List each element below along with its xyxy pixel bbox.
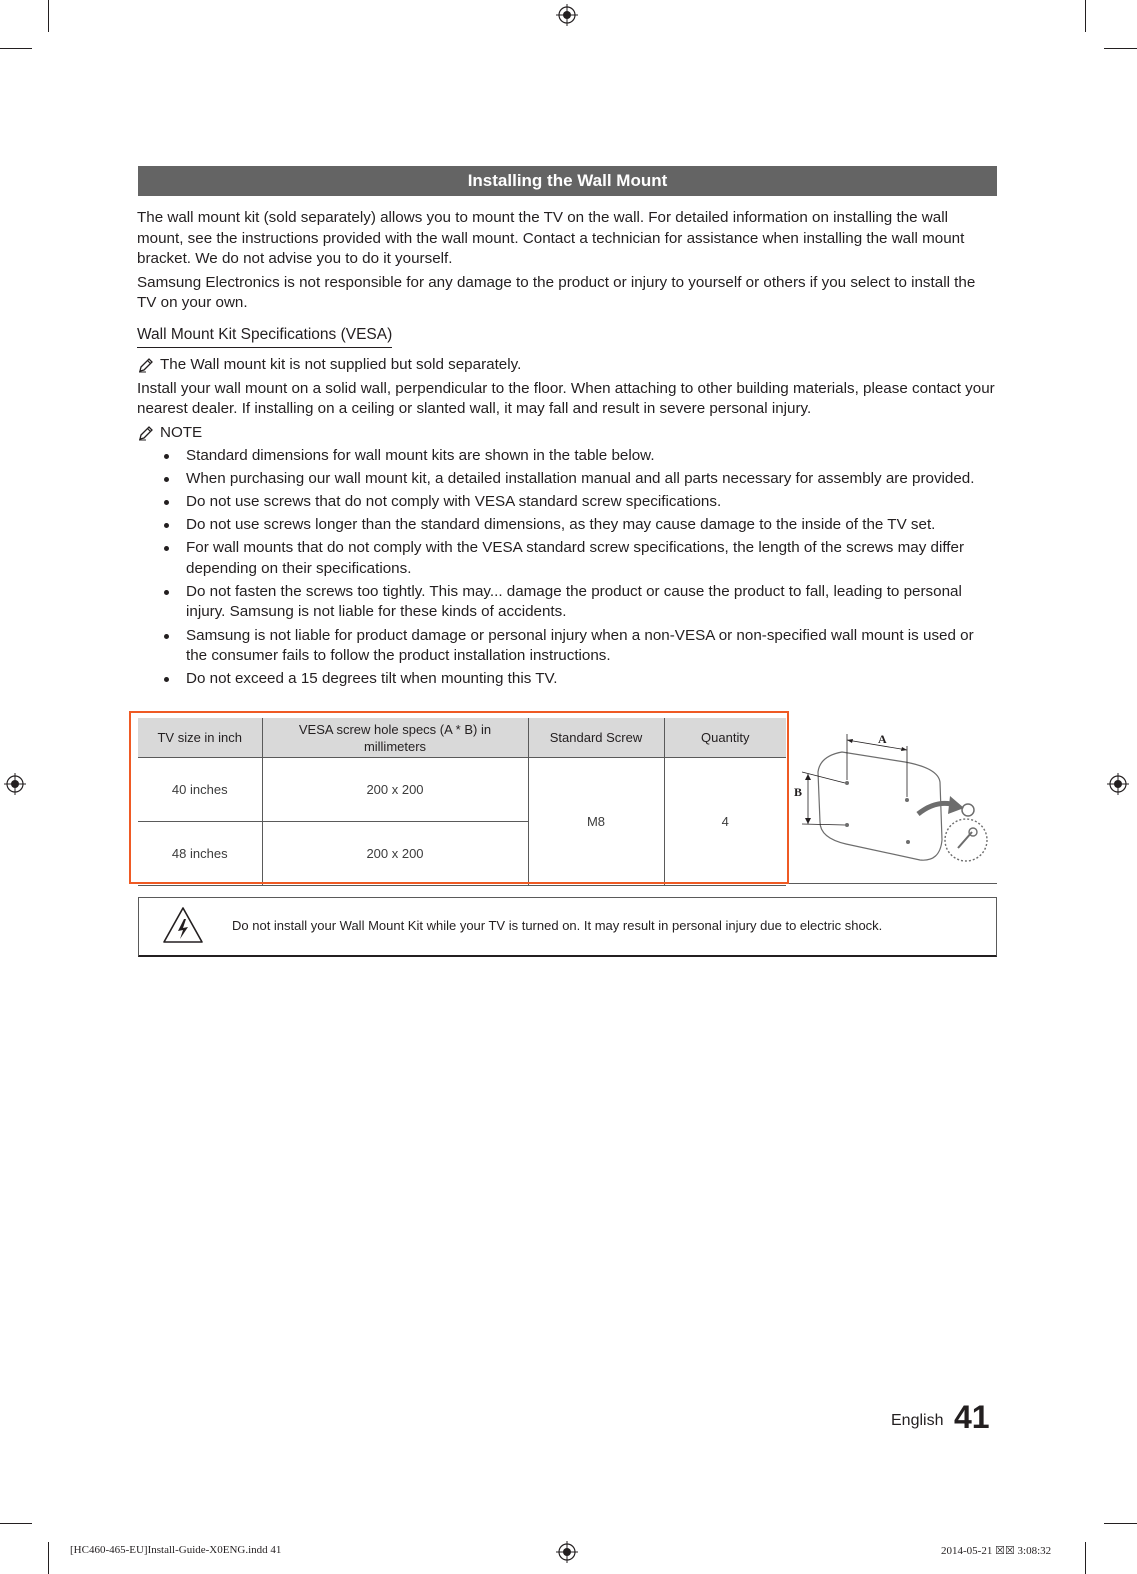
list-item: For wall mounts that do not comply with the VESA standard screw specifications, the length of the screws may differ depending on their specifications. <box>162 538 997 579</box>
registration-mark-icon <box>4 773 26 795</box>
column-header: Quantity <box>664 718 786 758</box>
list-item: Do not use screws that do not comply with VESA standard screw specifications. <box>162 492 997 513</box>
pencil-note-icon <box>137 424 155 442</box>
intro-paragraph: The wall mount kit (sold separately) allows you to mount the TV on the wall. For detailed information on installing the wall mount, see the instructions provided with the wall mount. Contact a technician for assistance when installing the wall mount bracket. We do not advise you to do it yourself. <box>137 209 965 267</box>
registration-mark-icon <box>556 4 578 26</box>
standard-screw-cell: M8 <box>528 758 664 886</box>
column-header: TV size in inch <box>138 718 262 758</box>
note-text: The Wall mount kit is not supplied but sold separately. <box>160 356 522 373</box>
install-paragraph: Install your wall mount on a solid wall, perpendicular to the floor. When attaching to other building materials, please contact your nearest dealer. If installing on a ceiling or slanted wall, it may fall and result in severe personal injury. <box>137 379 995 417</box>
dimension-label-a: A <box>878 732 887 746</box>
crop-mark <box>1104 48 1137 49</box>
note-line <box>137 355 997 376</box>
file-slug: [HC460-465-EU]Install-Guide-X0ENG.indd 41 <box>70 1544 282 1556</box>
screw-hole-icon <box>845 781 849 785</box>
crop-mark <box>1104 1523 1137 1524</box>
disclaimer-paragraph: Samsung Electronics is not responsible for any damage to the product or injury to yourself or others if you select to install the TV on your own. <box>137 273 976 311</box>
crop-mark <box>48 1542 49 1574</box>
crop-mark <box>48 0 49 32</box>
main-content <box>137 208 997 692</box>
subsection-title: Wall Mount Kit Specifications (VESA) <box>137 325 392 349</box>
column-header: Standard Screw <box>528 718 664 758</box>
column-header: VESA screw hole specs (A * B) in millimeters <box>262 718 528 758</box>
registration-mark-icon <box>556 1541 578 1563</box>
page-number: 41 <box>954 1399 990 1435</box>
screw-hole-icon <box>845 823 849 827</box>
dimension-label-b: B <box>794 785 803 799</box>
table-highlight-box <box>129 711 789 884</box>
list-item: Do not use screws longer than the standard dimensions, as they may cause damage to the inside of the TV set. <box>162 515 997 536</box>
crop-mark <box>0 1523 32 1524</box>
note-heading <box>137 423 997 444</box>
tv-size-cell: 40 inches <box>138 758 262 822</box>
print-timestamp: 2014-05-21 ☒☒ 3:08:32 <box>941 1545 1052 1557</box>
crop-mark <box>0 48 32 49</box>
tv-back-outline-icon <box>818 752 942 860</box>
section-title-banner: Installing the Wall Mount <box>138 166 997 196</box>
list-item: Samsung is not liable for product damage or personal injury when a non-VESA or non-specified wall mount is used or the consumer fails to follow the product installation instructions. <box>162 626 997 667</box>
pencil-note-icon <box>137 356 155 374</box>
vesa-spec-cell: 200 x 200 <box>262 822 528 886</box>
crop-mark <box>1085 1542 1086 1574</box>
vesa-spec-cell: 200 x 200 <box>262 758 528 822</box>
note-bullet-list <box>137 446 997 690</box>
list-item: Do not fasten the screws too tightly. This may... damage the product or cause the product to fall, leading to personal injury. Samsung is not liable for these kinds of accidents. <box>162 582 997 623</box>
note-label: NOTE <box>160 423 203 441</box>
wall-mount-diagram <box>790 722 996 872</box>
language-label: English <box>891 1412 944 1429</box>
electric-shock-warning-icon <box>161 905 205 945</box>
quantity-cell: 4 <box>664 758 786 886</box>
crop-mark <box>1085 0 1086 32</box>
warning-box <box>138 897 997 957</box>
list-item: Standard dimensions for wall mount kits are shown in the table below. <box>162 446 997 467</box>
tv-size-cell: 48 inches <box>138 822 262 886</box>
list-item: When purchasing our wall mount kit, a detailed installation manual and all parts necessary for assembly are provided. <box>162 469 997 490</box>
registration-mark-icon <box>1107 773 1129 795</box>
warning-text: Do not install your Wall Mount Kit while your TV is turned on. It may result in personal injury due to electric shock. <box>232 918 883 933</box>
list-item: Do not exceed a 15 degrees tilt when mounting this TV. <box>162 669 997 690</box>
screw-hole-icon <box>905 798 909 802</box>
screw-hole-icon <box>906 840 910 844</box>
